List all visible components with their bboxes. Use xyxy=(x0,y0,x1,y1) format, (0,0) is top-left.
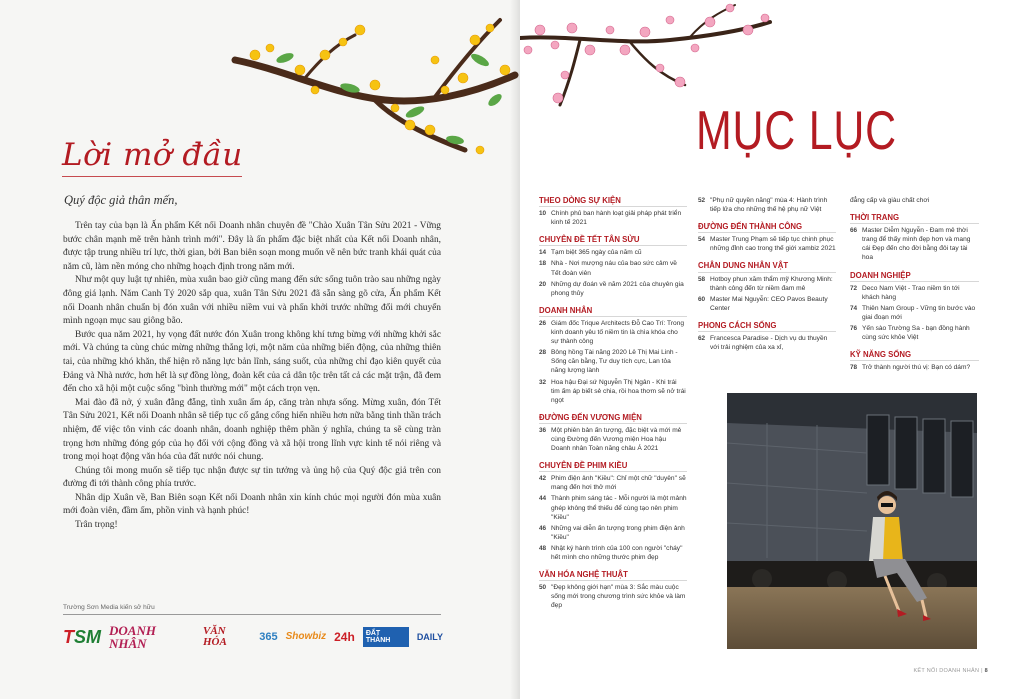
toc-page-number: 36 xyxy=(539,426,547,434)
right-page xyxy=(520,0,1024,699)
toc-category: VĂN HÓA NGHỆ THUẬT xyxy=(539,570,687,581)
toc-column-3 xyxy=(850,196,979,380)
toc-entry-title: Một phiên bản ấn tượng, đặc biệt và mới mẻ cùng Đường đến Vương miện Hoa hậu Doanh nhân Toàn năng châu Á 2021 xyxy=(551,426,682,453)
toc-entry-title: Master Mai Nguyễn: CEO Pavos Beauty Center xyxy=(710,295,828,312)
footer-brand: KẾT NỐI DOANH NHÂN xyxy=(913,668,980,674)
intro-paragraph: Mai đào đã nở, ý xuân đằng đẵng, tình xuân ấm áp, căng tràn nhựa sống. Mừng xuân, đón Tết Tân Sửu 2021, Kết nối Doanh nhân sẽ tiếp tục cố gắng cống hiến nhiều hơn nữa bằng tinh thần trách nhiệm, để việc tôn vinh các doanh nhân, doanh nghiệp thêm phần ý nghĩa, chúng ta sẽ cùng tràn trọng hơn những đóng góp của họ đối với cộng đồng và xã hội trong lĩnh vực kinh tế nói riêng và trong mọi hoạt động văn hóa của đất nước nói chung. xyxy=(63,397,441,463)
toc-entry[interactable] xyxy=(539,524,687,542)
toc-page-number: 44 xyxy=(539,495,547,503)
toc-category: ĐƯỜNG ĐẾN THÀNH CÔNG xyxy=(698,222,836,233)
toc-entry[interactable] xyxy=(850,324,979,342)
toc-entry[interactable] xyxy=(539,378,687,405)
toc-category: DOANH NHÂN xyxy=(539,306,687,317)
owner-label: Trường Sơn Media kiến sở hữu xyxy=(63,604,155,611)
toc-entry-title: Tạm biệt 365 ngày của năm cũ xyxy=(551,249,642,257)
toc-entry[interactable] xyxy=(539,426,687,453)
24h-logo: 24h xyxy=(334,630,355,644)
toc-section xyxy=(850,350,979,372)
toc-page-number: 46 xyxy=(539,524,547,532)
toc-page-number: 66 xyxy=(850,227,858,235)
toc-entry[interactable] xyxy=(698,334,836,352)
toc-page-number: 58 xyxy=(698,275,706,283)
toc-entry[interactable] xyxy=(539,474,687,492)
intro-paragraph: Nhân dịp Xuân về, Ban Biên soạn Kết nối Doanh nhân xin kính chúc mọi người đón mùa xuân mới đoàn viên, đầm ấm, phồn vinh và hạnh phúc! xyxy=(63,492,441,517)
toc-entry-title: Master Diễm Nguyễn - Đam mê thời trang để thấy mình đẹp hơn và mang cái Đẹp đến cho đời bằng đôi tay tài hoa xyxy=(862,227,971,262)
toc-entry[interactable] xyxy=(539,319,687,346)
toc-entry[interactable] xyxy=(850,363,979,372)
toc-entry[interactable] xyxy=(539,248,687,257)
toc-entry-title: Master Trung Phạm sẽ tiếp tục chinh phục những đỉnh cao trong thế giới xambiz 2021 xyxy=(710,236,836,253)
toc-entry-title: Deco Nam Việt - Trao niềm tin tới khách hàng xyxy=(862,284,960,301)
toc-category: CHUYÊN ĐỀ TẾT TÂN SỬU xyxy=(539,235,687,246)
intro-body xyxy=(63,220,441,533)
greeting: Quý độc giả thân mến, xyxy=(64,193,178,207)
toc-page-number: 50 xyxy=(539,584,547,592)
toc-section xyxy=(539,306,687,405)
toc-entry[interactable] xyxy=(850,226,979,262)
toc-entry-continued[interactable] xyxy=(850,196,979,205)
toc-entry[interactable] xyxy=(539,544,687,562)
toc-page-number: 42 xyxy=(539,475,547,483)
toc-column-2 xyxy=(698,196,836,360)
toc-section xyxy=(698,222,836,253)
toc-section xyxy=(539,461,687,562)
toc-entry-title: Giám đốc Trique Architects Đỗ Cao Trí: Trong kinh doanh yêu tố niềm tin là chìa khóa cho sự thành công xyxy=(551,319,685,346)
intro-paragraph: Bước qua năm 2021, hy vọng đất nước đón Xuân trong không khí tưng bừng với những khởi sắc mới. Và chúng ta cùng chúc mừng những thắng lợi, một năm của những biến động, của những thiên tai, của những khó khăn, thể hiện rõ năng lực bản lĩnh, sáng suốt, của những chỉ đạo kiên quyết của Đảng và Nhà nước, hơn hết là sự đồng lòng, đoàn kết của cả dân tộc trên tất cả các mặt trận, đã đem đến cho xã hội một cuộc sống "bình thường mới" một cách trọn vẹn. xyxy=(63,329,441,395)
toc-entry-title: "Phụ nữ quyền năng" mùa 4: Hành trình tiếp lửa cho những thế hệ phụ nữ Việt xyxy=(710,197,828,214)
toc-category: KỸ NĂNG SỐNG xyxy=(850,350,979,361)
toc-entry[interactable] xyxy=(539,259,687,277)
toc-section xyxy=(539,413,687,453)
toc-entry-title: Bông hồng Tài năng 2020 Lê Thị Mai Linh - Sống căn bằng, Tư duy tích cực, Lan tỏa năng lượng lành xyxy=(551,349,678,375)
cover-photo-woman-by-train xyxy=(727,393,977,649)
toc-entry-title: Phim điện ảnh "Kiều": Chỉ một chữ "duyên" sẽ mang đến hơi thở mới xyxy=(551,475,686,492)
toc-category: CHÂN DUNG NHÂN VẬT xyxy=(698,261,836,272)
toc-entry-title: Francesca Paradise - Dịch vụ du thuyền với trải nghiệm của xa xỉ, xyxy=(710,335,828,352)
toc-entry[interactable] xyxy=(539,583,687,610)
toc-entry-title: Hotboy phun xăm thẩm mỹ Khương Minh: thành công đến từ niềm đam mê xyxy=(710,275,833,292)
toc-page-number: 28 xyxy=(539,349,547,357)
toc-page-number: 62 xyxy=(698,335,706,343)
toc-entry[interactable] xyxy=(539,280,687,298)
toc-page-number: 48 xyxy=(539,544,547,552)
toc-entry[interactable] xyxy=(850,304,979,322)
toc-entry-title: Thiên Nam Group - Vững tin bước vào giai đoạn mới xyxy=(862,304,976,321)
toc-entry[interactable] xyxy=(539,348,687,375)
toc-title: MỤC LỤC xyxy=(696,99,897,161)
intro-title: Lời mở đầu xyxy=(62,137,243,173)
365-logo: 365 xyxy=(259,630,278,643)
page-number: 8 xyxy=(984,668,988,674)
toc-entry[interactable] xyxy=(698,235,836,253)
toc-page-number: 72 xyxy=(850,284,858,292)
toc-entry-title: "Đẹp không giới hạn" mùa 3: Sắc màu cuộc sống mới trong chương trình sức khỏe và làm đẹp xyxy=(551,584,686,610)
toc-column-1 xyxy=(539,196,687,618)
page-footer: KẾT NỐI DOANH NHÂN | 8 xyxy=(913,668,988,674)
toc-entry-title: Những dự đoán về năm 2021 của chuyên gia phong thủy xyxy=(551,280,684,297)
toc-category: CHUYÊN ĐỀ PHIM KIỀU xyxy=(539,461,687,472)
toc-entry-title: Trở thành người thú vị: Bạn có dám? xyxy=(862,364,971,372)
daily-logo: DAILY xyxy=(416,631,443,642)
toc-page-number: 26 xyxy=(539,319,547,327)
toc-entry-title: Những vai diễn ấn tượng trong phim điện ảnh "Kiều" xyxy=(551,524,685,541)
toc-page-number: 54 xyxy=(698,236,706,244)
toc-section xyxy=(850,271,979,343)
toc-entry[interactable] xyxy=(850,284,979,302)
toc-entry[interactable] xyxy=(698,196,836,214)
partner-logos xyxy=(63,622,443,652)
toc-section xyxy=(850,196,979,205)
toc-section xyxy=(539,196,687,227)
doanh-nhan-logo: DOANH NHÂN xyxy=(109,623,156,651)
toc-category: THEO DÒNG SỰ KIỆN xyxy=(539,196,687,207)
toc-entry[interactable] xyxy=(698,275,836,293)
toc-page-number: 14 xyxy=(539,249,547,257)
showbiz-logo: Showbiz xyxy=(285,631,327,642)
toc-entry-title: Yến sào Trường Sa - bạn đồng hành cùng sức khỏe Việt xyxy=(862,325,970,342)
van-hoa-logo: VĂN HÓA xyxy=(202,625,227,648)
toc-page-number: 74 xyxy=(850,304,858,312)
toc-entry-title: Nhật ký hành trình của 100 con người "cháy" hết mình cho những thước phim đẹp xyxy=(551,544,683,561)
intro-paragraph: Chúng tôi mong muốn sẽ tiếp tục nhận được sự tin tưởng và ủng hộ của Quý độc giả trên con đường đi tới thành công phía trước. xyxy=(63,465,441,490)
toc-page-number: 20 xyxy=(539,280,547,288)
toc-entry[interactable] xyxy=(698,295,836,313)
toc-page-number: 18 xyxy=(539,260,547,268)
toc-category: THỜI TRANG xyxy=(850,213,979,224)
intro-paragraph: Như một quy luật tự nhiên, mùa xuân bao giờ cũng mang đến sức sống tuôn trào sau những ngày đông giá lạnh. Năm Canh Tý 2020 sắp qua, xuân Tân Sửu 2021 đã sẵn sàng gõ cửa, Ấn phẩm Kết nối Doanh nhân chuẩn bị đón xuân với nhiều niềm vui và phấn khởi trước những đổi mới chuyển mình ngoạn mục sau giông bão. xyxy=(63,275,441,327)
toc-section xyxy=(698,321,836,352)
intro-paragraph: Trên tay của bạn là Ấn phẩm Kết nối Doanh nhân chuyên đề "Chào Xuân Tân Sửu 2021 - Vững bước chân mạnh mẽ trên hành trình mới". Đây là ấn phẩm đặc biệt nhất của Kết nối Doanh nhân, được tập trung nhiều trí lực, thời gian, bởi Ban biên soạn mong muốn vẽ nên bức tranh khái quát của năm cũ, làm nền móng cho những hoạch định trong năm mới. xyxy=(63,221,441,272)
toc-section xyxy=(698,261,836,312)
toc-page-number: 52 xyxy=(698,197,706,204)
toc-entry-title: Hoa hậu Đại sứ Nguyễn Thị Ngân - Khi trái tim ấm áp biết sẻ chia, rồi hoa thơm sẽ nở trái ngọt xyxy=(551,378,686,404)
toc-page-number: 60 xyxy=(698,295,706,303)
title-underline xyxy=(62,176,242,177)
toc-category: ĐƯỜNG ĐẾN VƯƠNG MIỆN xyxy=(539,413,687,424)
toc-section xyxy=(698,196,836,214)
owner-divider xyxy=(63,614,441,615)
toc-entry-title: Chính phủ ban hành loạt giải pháp phát triển kinh tế 2021 xyxy=(551,210,682,227)
toc-section xyxy=(539,235,687,298)
toc-entry-title: đẳng cấp và giàu chất chơi xyxy=(850,197,930,204)
toc-page-number: 78 xyxy=(850,364,858,372)
toc-entry-title: Thành phim sáng tác - Mỗi người là một mảnh ghép không thể thiếu để cùng tạo nên phim "Kiều" xyxy=(551,495,687,521)
toc-entry[interactable] xyxy=(539,209,687,227)
toc-page-number: 10 xyxy=(539,210,547,218)
toc-entry[interactable] xyxy=(539,494,687,521)
toc-page-number: 32 xyxy=(539,378,547,386)
toc-section xyxy=(539,570,687,610)
dat-thanh-logo: ĐẤT THÀNH xyxy=(363,627,409,647)
tsm-logo: TSM xyxy=(63,627,101,647)
toc-category: PHONG CÁCH SỐNG xyxy=(698,321,836,332)
toc-page-number: 76 xyxy=(850,325,858,333)
toc-entry-title: Nhà - Nơi mượng náu của bao sức cảm về Tết đoàn viên xyxy=(551,260,677,277)
toc-category: DOANH NGHIỆP xyxy=(850,271,979,282)
intro-closing: Trân trọng! xyxy=(75,520,118,531)
toc-section xyxy=(850,213,979,262)
apricot-blossom-branch xyxy=(225,0,520,170)
